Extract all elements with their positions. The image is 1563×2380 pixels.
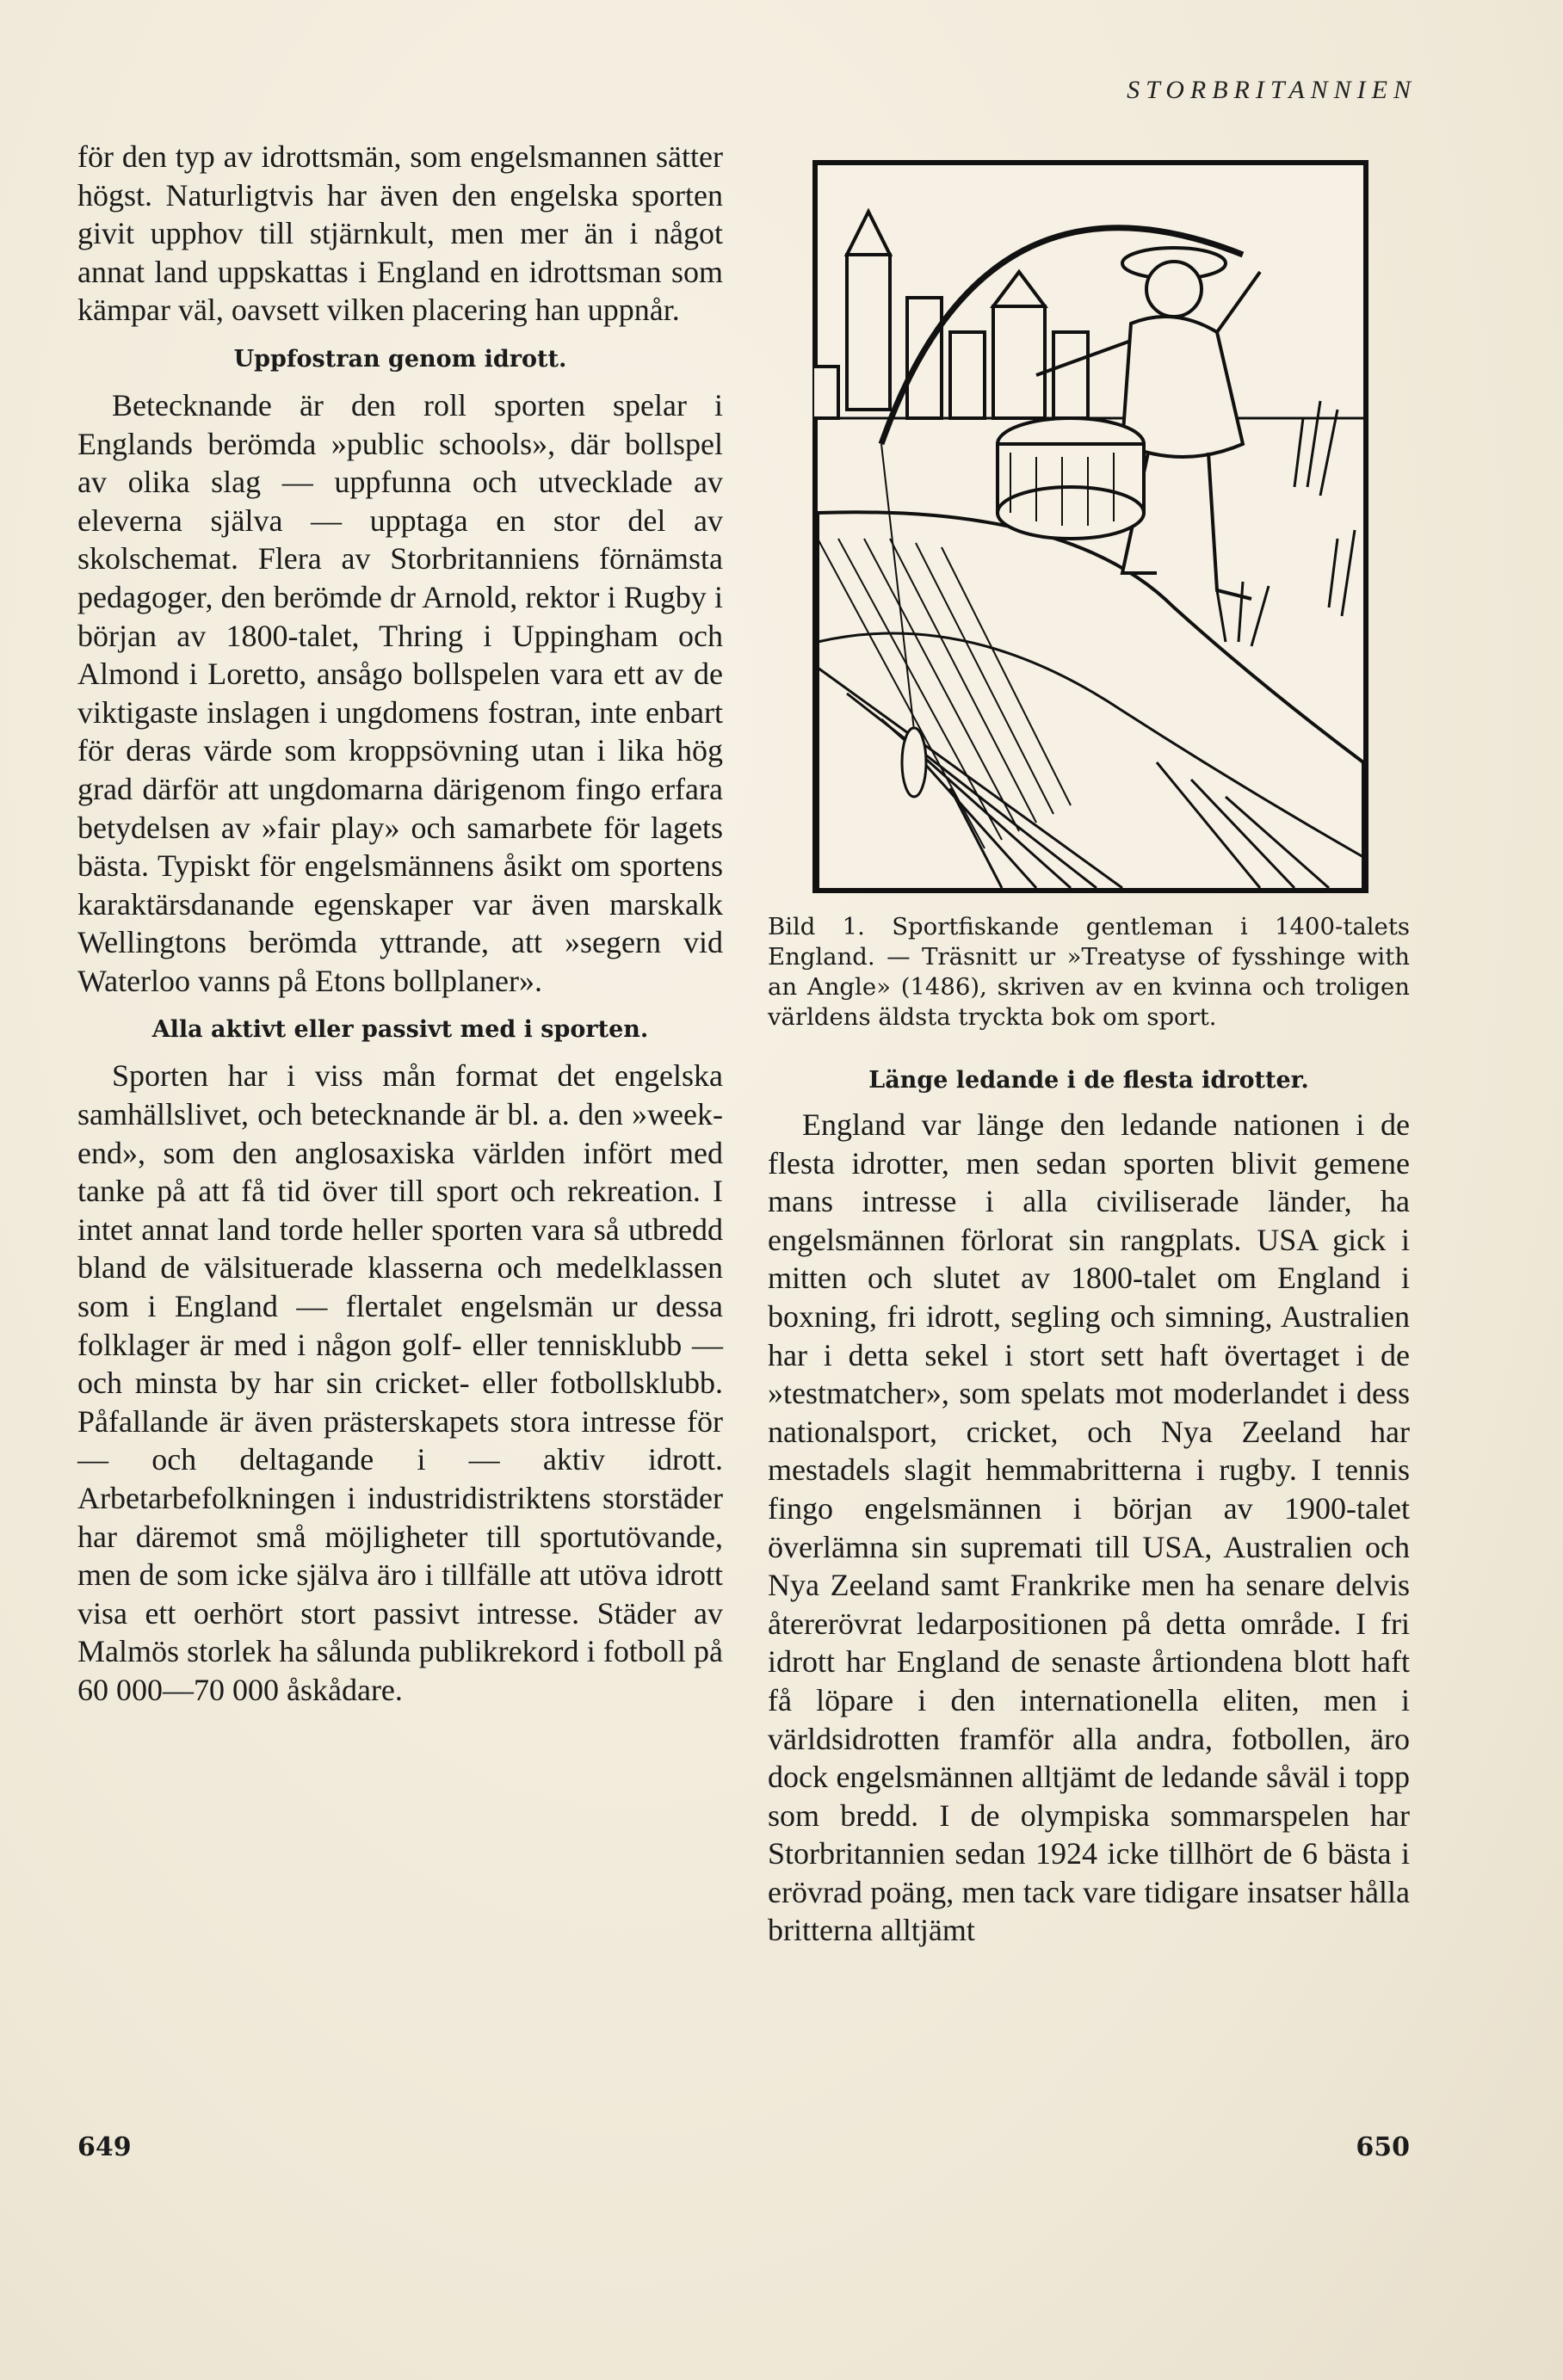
subhead-leading: Länge ledande i de flesta idrotter. (868, 1067, 1309, 1094)
right-paragraph-1: England var länge den ledande nationen i de flesta idrotter, men sedan sporten blivit gemene mans intresse i alla civiliserade länder, ha engelsmännen förlorat sin rangplats. USA gick i mitten och slutet av 1800-talet om England i boxning, fri idrott, segling och simning, Australien har i detta sekel i stort sett haft övertaget i de »testmatcher», som spelats mot moderlandet i dess nationalsport, cricket, och Nya Zeeland har mestadels slagit hemmabritterna i rugby. I tennis fingo engelsmännen i början av 1900-talet överlämna sin supremati till USA, Australien och Nya Zeeland samt Frankrike men ha senare delvis återerövrat ledarpositionen på detta område. I fri idrott har England de senaste årtiondena blott haft få löpare i den internationella eliten, men i världsidrotten framför alla andra, fotbollen, äro dock engelsmännen alltjämt de ledande såväl i topp som bredd. I de olympiska sommarspelen har Storbritannien sedan 1924 icke tillhört de 6 bästa i erövrad poäng, men tack vare tidigare insatser hålla britterna alltjämt (768, 1107, 1410, 1948)
left-column (77, 138, 723, 1710)
running-head: STORBRITANNIEN (1127, 76, 1417, 104)
woodcut-illustration (812, 160, 1368, 893)
subhead-upbringing: Uppfostran genom idrott. (233, 345, 567, 373)
left-paragraph-3: Sporten har i viss mån format det engelska samhällslivet, och betecknande är bl. a. den »week-end», som den anglosaxiska världen infört med tanke på att få tid över till sport och rekreation. I intet annat land torde heller sporten vara så utbredd bland de välsituerade klasserna och medelklassen som i England — flertalet engelsmän ur dessa folklager är med i någon golf- eller tennisklubb — och minsta by har sin cricket- eller fotbollsklubb. Påfallande är även prästerskapets stora intresse för — och deltagande i — aktiv idrott. Arbetarbefolkningen i industridistriktens storstäder har däremot små möjligheter till sportutövande, men de som icke själva äro i tillfälle att utöva idrott visa ett oerhört stort passivt intresse. Städer av Malmös storlek ha sålunda publikrekord i fotboll på 60 000—70 000 åskådare. (77, 1058, 723, 1707)
left-paragraph-1: för den typ av idrottsmän, som engelsmannen sätter högst. Naturligtvis har även den engelska sporten givit upphov till stjärnkult, men mer än i något annat land uppskattas i England en idrottsman som kämpar väl, oavsett vilken placering han uppnår. (77, 139, 723, 328)
left-paragraph-2: Betecknande är den roll sporten spelar i Englands berömda »public schools», där bollspel av olika slag — uppfunna och utvecklade av eleverna själva — upptaga en stor del av skolschemat. Flera av Storbritanniens förnämsta pedagoger, den berömde dr Arnold, rektor i Rugby i början av 1800-talet, Thring i Uppingham och Almond i Loretto, ansågo bollspelen vara ett av de viktigaste inslagen i ungdomens fostran, inte enbart för deras värde som kroppsövning utan i lika hög grad därför att ungdomarna därigenom fingo erfara betydelsen av »fair play» och samarbete för lagets bästa. Typiskt för engelsmännens åsikt om sportens karaktärsdanande egenskaper var även marskalk Wellingtons berömda yttrande, att »segern vid Waterloo vanns på Etons bollplaner». (77, 387, 723, 998)
subhead-active-passive: Alla aktivt eller passivt med i sporten. (151, 1016, 649, 1044)
right-column (768, 1106, 1410, 1950)
page-number-right: 650 (1356, 2132, 1410, 2162)
figure-caption: Bild 1. Sportfiskande gentleman i 1400-talets England. — Träsnitt ur »Treatyse of fysshinge with an Angle» (1486), skriven av en kvinna och troligen världens äldsta tryckta bok om sport. (768, 913, 1410, 1031)
page-number-left: 649 (77, 2132, 132, 2162)
